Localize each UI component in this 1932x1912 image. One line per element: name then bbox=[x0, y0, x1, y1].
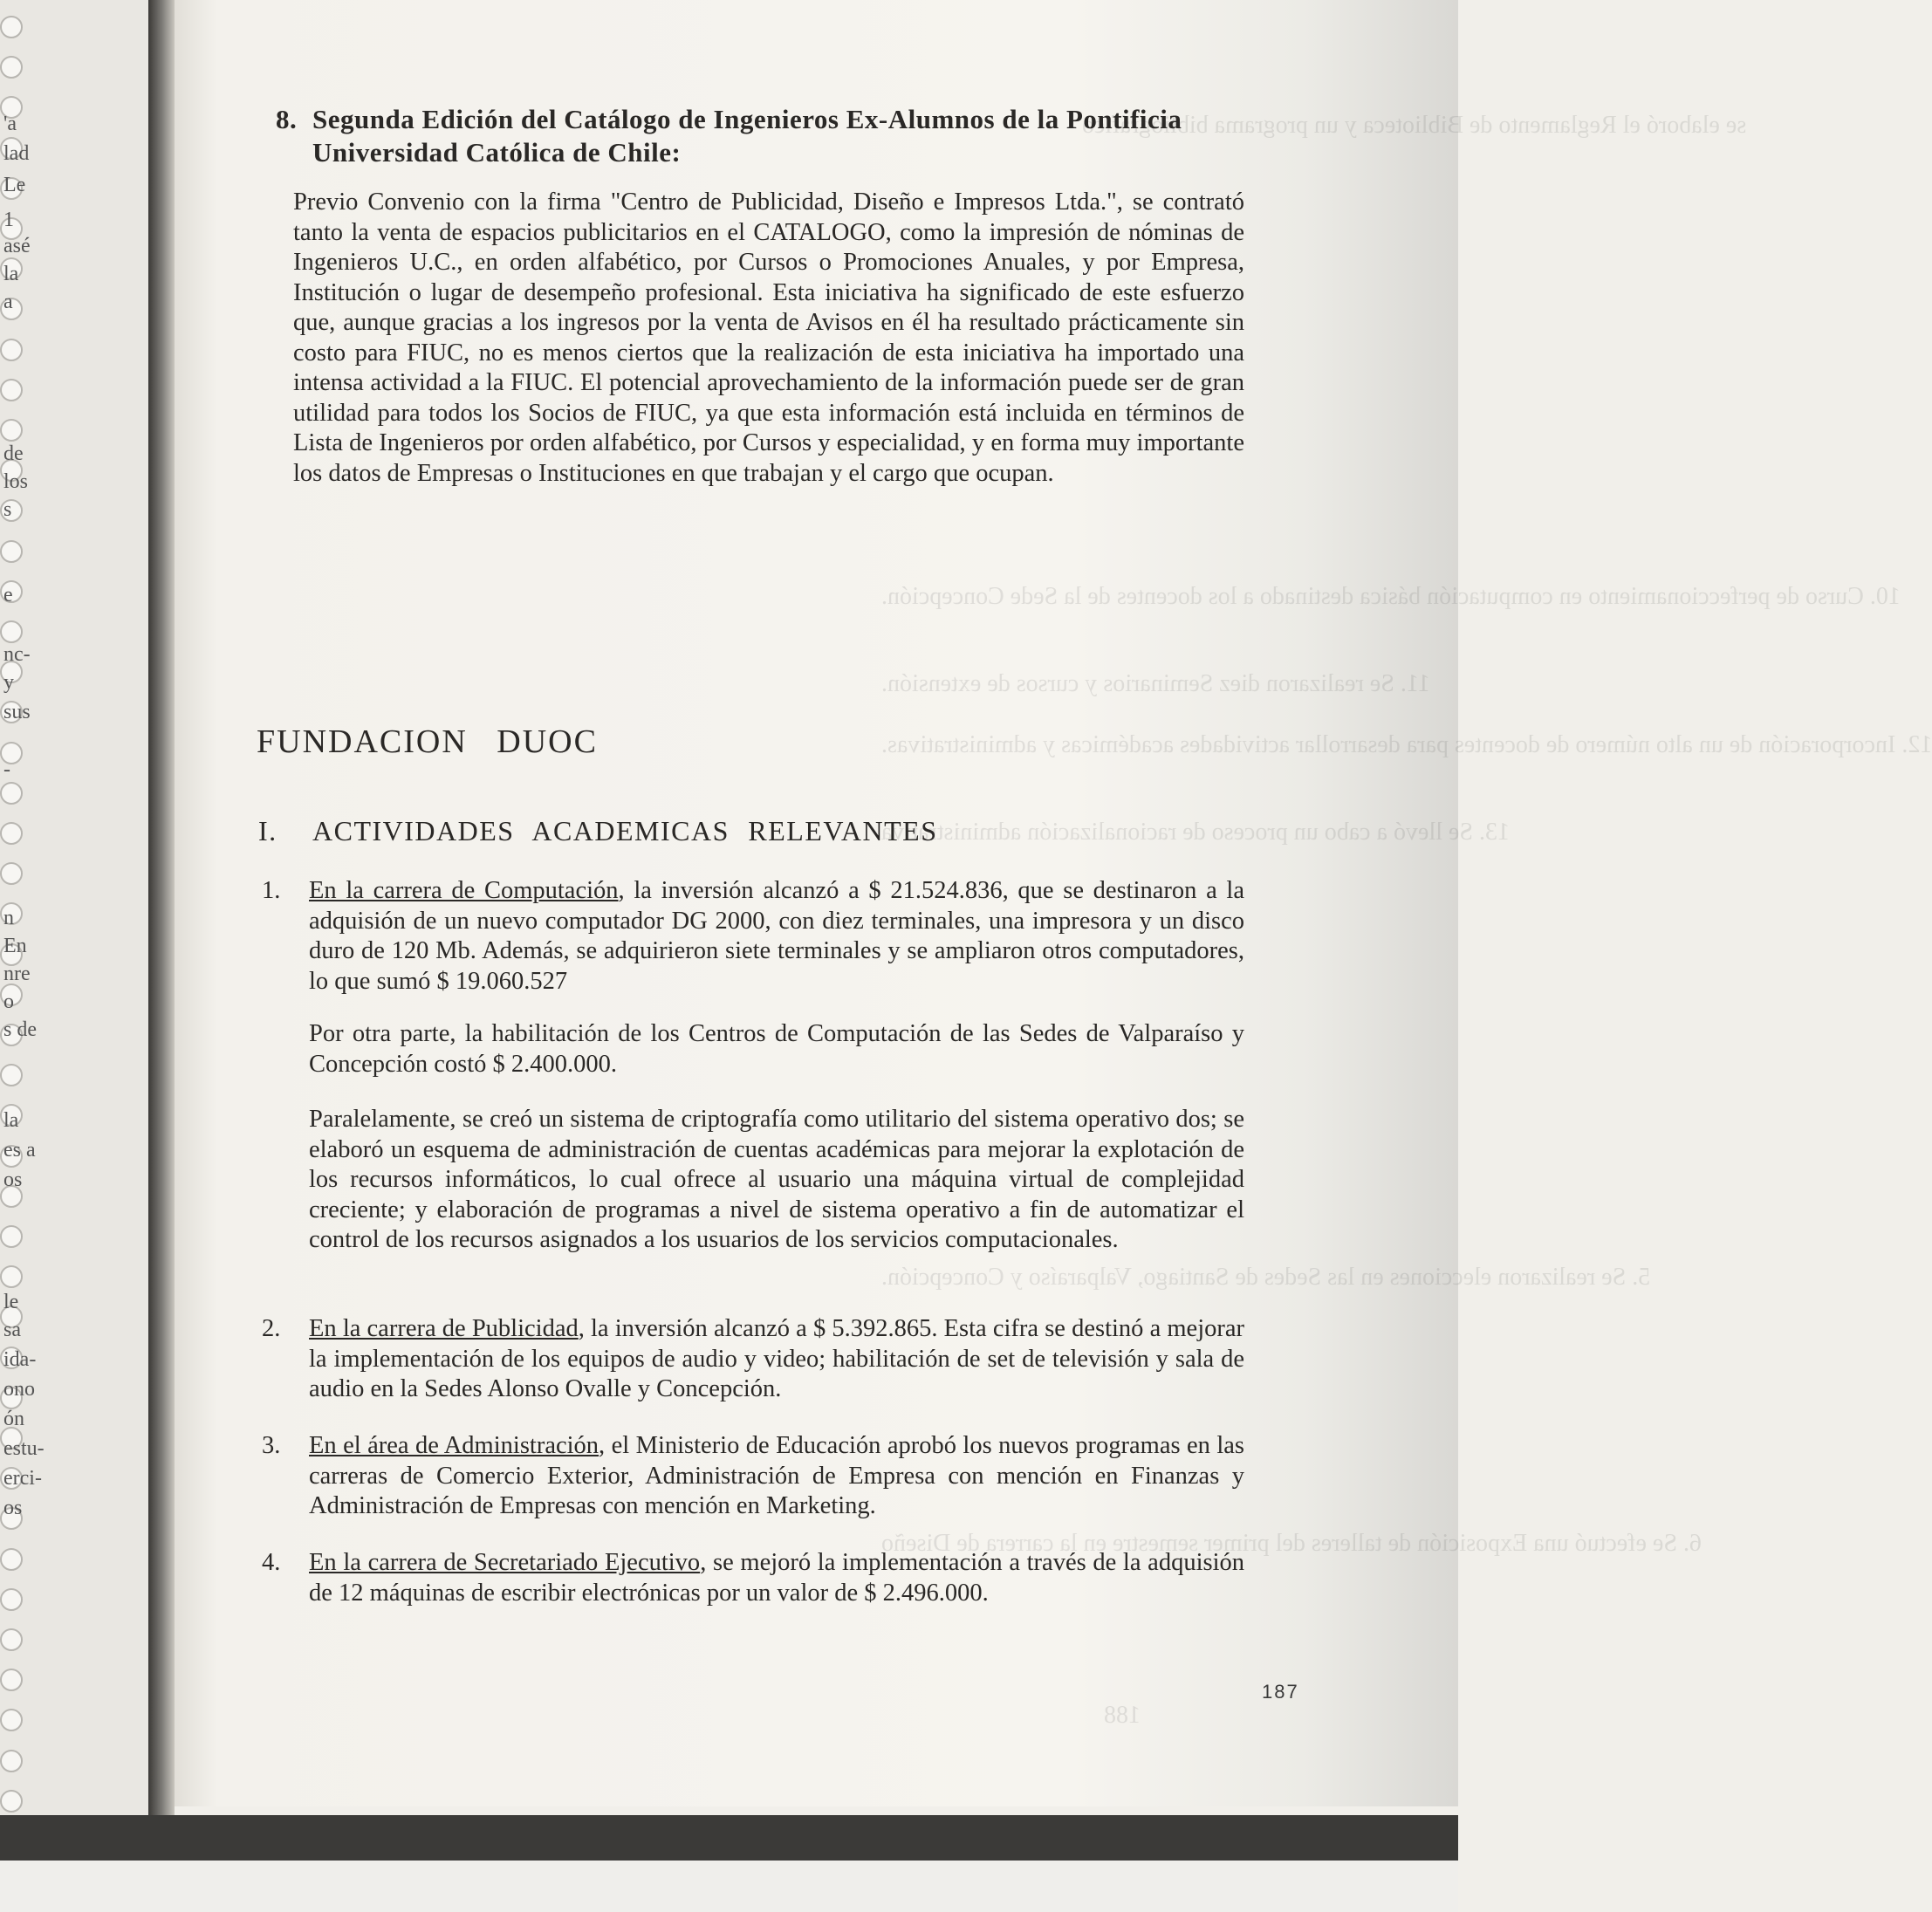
list-item-text: , la inversión alcanzó a $ 21.524.836, que se destinaron a la adquisión de un nuevo computador DG 2000, con diez terminales, una impresora y un disco duro de 120 Mb. Además, se adquirieron siete terminales y se ampliaron otros computadores, lo que sumó $ 19.060.527 bbox=[309, 877, 1244, 995]
bleed-through-line: 6. Se efectuó una Exposición de talleres del primer semestre en la carrera de Diseño bbox=[881, 1530, 1702, 1557]
margin-fragment: os bbox=[3, 1168, 23, 1191]
section-numeral: I. bbox=[258, 815, 277, 846]
binder-ring bbox=[0, 782, 23, 805]
margin-fragment: ida- bbox=[3, 1348, 37, 1371]
binder-ring bbox=[0, 379, 23, 401]
bleed-through-line: 5. Se realizaron elecciones en las Sedes de Santiago, Valparaíso y Concepción. bbox=[881, 1264, 1651, 1291]
list-item-1-paragraph-2: Por otra parte, la habilitación de los Centros de Computación de las Sedes de Valparaíso y Concepción costó $ 2.400.000. bbox=[309, 1020, 1244, 1078]
binder-ring bbox=[0, 1265, 23, 1288]
scan-bottom-edge bbox=[0, 1861, 1458, 1912]
binder-ring bbox=[0, 1588, 23, 1611]
item-8-number: 8. bbox=[276, 104, 298, 134]
binder-ring bbox=[0, 822, 23, 845]
margin-fragment: ono bbox=[3, 1378, 35, 1401]
item-8-heading bbox=[276, 103, 1244, 169]
margin-fragment: s bbox=[3, 498, 12, 521]
margin-fragment: estu- bbox=[3, 1437, 45, 1460]
margin-fragment: 'a bbox=[3, 113, 17, 135]
margin-fragment: - bbox=[3, 758, 10, 781]
bleed-through-line: 11. Se realizaron diez Seminarios y cursos de extensión. bbox=[881, 670, 1430, 697]
margin-fragment: o bbox=[3, 990, 14, 1013]
list-item-number: 3. bbox=[262, 1432, 281, 1459]
list-item-4 bbox=[262, 1548, 1244, 1608]
margin-fragment: erci- bbox=[3, 1467, 42, 1490]
item-8-body: Previo Convenio con la firma "Centro de Publicidad, Diseño e Impresos Ltda.", se contrató tanto la venta de espacios publicitarios en el CATALOGO, como la impresión de nóminas de Ingenieros U.C., en orden alfabético, por Cursos o Promociones Anuales, y por Empresa, Institución o lugar de desempeño profesional. Esta iniciativa ha significado de este esfuerzo que, aunque gracias a los ingresos por la venta de Avisos en él ha resultado prácticamente sin costo para FIUC, no es menos ciertos que la realización de esta iniciativa ha importado una intensa actividad a la FIUC. El potencial aprovechamiento de la información puede ser de gran utilidad para todos los Socios de FIUC, ya que esta información está incluida en términos de Lista de Ingenieros por orden alfabético, por Cursos y especialidad, y en forma muy importante los datos de Empresas o Instituciones en que trabajan y el cargo que ocupan. bbox=[293, 188, 1244, 487]
binder-ring bbox=[0, 16, 23, 38]
list-item-lead: En el área de Administración bbox=[309, 1432, 599, 1459]
list-item-number: 2. bbox=[262, 1315, 281, 1342]
bleed-through-line: 13. Se llevó a cabo un proceso de racionalización administrativa bbox=[881, 819, 1510, 846]
binder-ring bbox=[0, 339, 23, 361]
list-item-lead: En la carrera de Secretariado Ejecutivo bbox=[309, 1549, 701, 1576]
margin-fragment: n bbox=[3, 907, 14, 929]
list-item-text: , se mejoró la implementación a través de la adquisión de 12 máquinas de escribir electrónicas por un valor de $ 2.496.000. bbox=[309, 1549, 1244, 1607]
binder-ring bbox=[0, 862, 23, 885]
binder-ring bbox=[0, 1548, 23, 1571]
bleed-through-page-number: 188 bbox=[1104, 1702, 1141, 1729]
list-item-lead: En la carrera de Publicidad bbox=[309, 1315, 579, 1342]
binder-ring bbox=[0, 1750, 23, 1772]
bleed-through-line: 10. Curso de perfeccionamiento en computación básica destinado a los docentes de la Sede Concepción. bbox=[881, 583, 1901, 610]
binder-ring bbox=[0, 419, 23, 442]
binder-ring bbox=[0, 1064, 23, 1086]
margin-fragment: nc- bbox=[3, 643, 31, 666]
margin-fragment: En bbox=[3, 935, 27, 957]
margin-fragment: los bbox=[3, 470, 29, 493]
list-item-text: , la inversión alcanzó a $ 5.392.865. Esta cifra se destinó a mejorar la implementación de los equipos de audio y video; habilitación de set de televisión y sala de audio en la Sedes Alonso Ovalle y Concepción. bbox=[309, 1315, 1245, 1402]
bleed-through-line: se elaboró el Reglamento de Biblioteca y un programa bibliográfico bbox=[1082, 112, 1747, 139]
margin-fragment: la bbox=[3, 1109, 19, 1132]
list-item-1 bbox=[262, 876, 1244, 997]
binder-ring bbox=[0, 620, 23, 643]
binder-ring bbox=[0, 56, 23, 79]
list-item-lead: En la carrera de Computación bbox=[309, 877, 619, 904]
margin-fragment: lad bbox=[3, 142, 30, 165]
section-title: ACTIVIDADES ACADEMICAS RELEVANTES bbox=[312, 815, 938, 846]
margin-fragment: la bbox=[3, 263, 19, 285]
margin-fragment: sa bbox=[3, 1319, 21, 1341]
list-item-number: 4. bbox=[262, 1549, 281, 1576]
margin-fragment: le bbox=[3, 1291, 19, 1313]
binder-ring bbox=[0, 1628, 23, 1651]
margin-fragment: s de bbox=[3, 1018, 37, 1041]
page-number: 187 bbox=[1262, 1681, 1299, 1703]
list-item-3 bbox=[262, 1431, 1244, 1522]
list-item-1-paragraph-3: Paralelamente, se creó un sistema de criptografía como utilitario del sistema operativo dos; se elaboró un esquema de administración de cuentas académicas para mejorar la explotación de los recursos informáticos, lo cual ofrece al usuario una máquina virtual de complejidad creciente; y elaboración de programas a nivel de sistema operativo a fin de automatizar el control de los recursos asignados a los usuarios de los servicios computacionales. bbox=[309, 1106, 1244, 1253]
item-8-title: Segunda Edición del Catálogo de Ingenieros Ex-Alumnos de la Pontificia Universidad Católica de Chile: bbox=[312, 104, 1182, 168]
margin-fragment: y bbox=[3, 671, 14, 694]
bleed-through-line: 12. Incorporación de un alto número de docentes para desarrollar actividades académicas y administrativas. bbox=[881, 731, 1932, 758]
binder-ring bbox=[0, 540, 23, 563]
margin-fragment: nre bbox=[3, 963, 31, 985]
margin-fragment: de bbox=[3, 442, 24, 465]
margin-fragment: a bbox=[3, 291, 13, 313]
margin-fragment: asé bbox=[3, 235, 31, 257]
section-heading bbox=[258, 815, 937, 847]
margin-fragment: Le bbox=[3, 174, 26, 196]
margin-fragment: ón bbox=[3, 1408, 24, 1430]
list-item-text: , el Ministerio de Educación aprobó los nuevos programas en las carreras de Comercio Exterior, Administración de Empresa con mención en Finanzas y Administración de Empresas con mención en Marketing. bbox=[309, 1432, 1244, 1519]
list-item-number: 1. bbox=[262, 877, 281, 904]
margin-fragment: 1 bbox=[3, 209, 14, 231]
page-spine-shadow bbox=[148, 0, 175, 1833]
binder-ring bbox=[0, 1225, 23, 1248]
binder-ring bbox=[0, 1669, 23, 1691]
margin-fragment: e bbox=[3, 584, 13, 606]
binder-ring bbox=[0, 1790, 23, 1813]
margin-fragment: sus bbox=[3, 701, 31, 723]
margin-fragment: es a bbox=[3, 1139, 36, 1162]
foundation-title: FUNDACION DUOC bbox=[257, 723, 598, 760]
margin-fragment: os bbox=[3, 1497, 23, 1519]
scan-bottom-shadow bbox=[0, 1815, 1458, 1861]
list-item-2 bbox=[262, 1314, 1244, 1405]
